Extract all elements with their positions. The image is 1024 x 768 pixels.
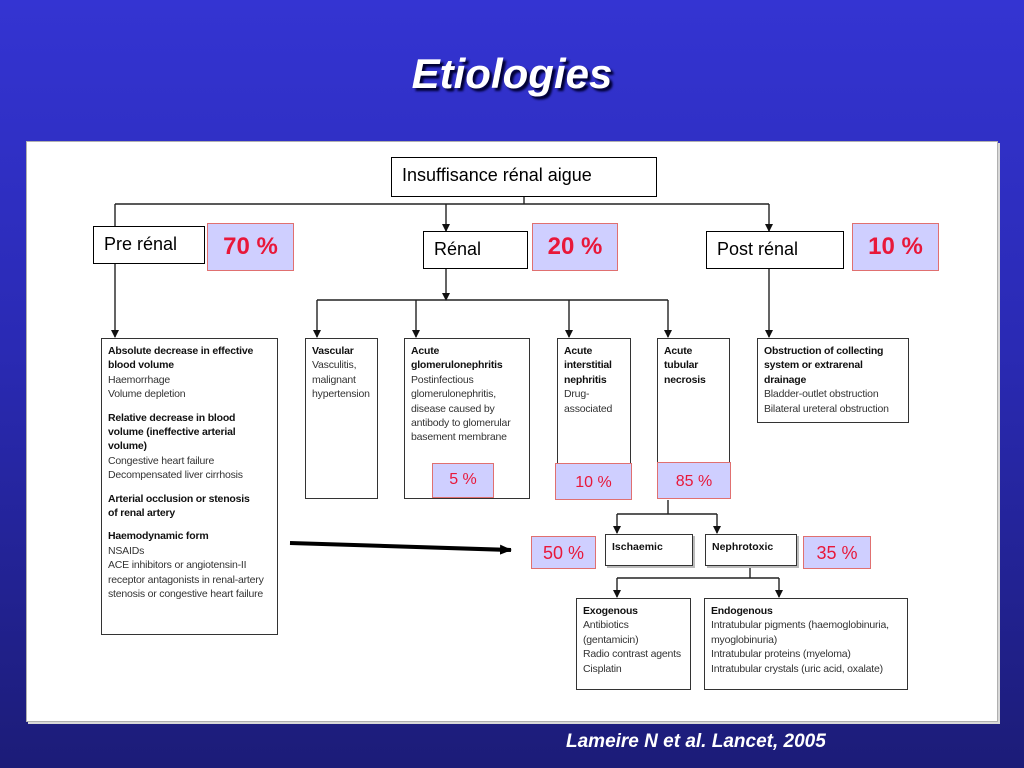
post-renal-causes-box <box>757 338 909 423</box>
pre-section-4 <box>108 529 271 601</box>
ischaemic-percent: 50 % <box>531 536 596 569</box>
pre-section-2-item: Congestive heart failure <box>108 454 215 467</box>
interstitial-item: Drug-associated <box>564 388 613 415</box>
pre-section-2 <box>108 411 271 483</box>
pre-section-4-item: NSAIDs <box>108 544 145 557</box>
nephrotoxic-percent: 35 % <box>803 536 871 569</box>
glomerulonephritis-heading: Acute glomerulonephritis <box>411 345 503 372</box>
pre-section-1-item: Haemorrhage <box>108 373 170 386</box>
slide-title: Etiologies <box>411 50 613 97</box>
glomerulonephritis-item: Postinfectious glomerulonephritis, disease caused by antibody to glomerular basement membrane <box>411 373 511 444</box>
pre-section-2-heading: Relative decrease in blood volume (ineffective arterial volume) <box>108 411 236 453</box>
root-label: Insuffisance rénal aigue <box>402 165 592 185</box>
post-renal-label: Post rénal <box>717 239 799 259</box>
pre-renal-node <box>93 226 205 264</box>
pre-section-2-item: Decompensated liver cirrhosis <box>108 469 243 482</box>
pre-renal-label: Pre rénal <box>104 234 178 254</box>
post-renal-percent: 10 % <box>852 223 939 271</box>
glomerulonephritis-percent: 5 % <box>432 463 494 498</box>
exogenous-item: Antibiotics (gentamicin) <box>583 619 639 646</box>
pre-section-1 <box>108 344 271 402</box>
pre-section-1-item: Volume depletion <box>108 388 186 401</box>
pre-renal-percent: 70 % <box>207 223 294 271</box>
pre-section-3 <box>108 492 271 521</box>
vascular-box <box>305 338 378 499</box>
endogenous-heading: Endogenous <box>711 605 773 617</box>
interstitial-percent: 10 % <box>555 463 632 500</box>
tubular-necrosis-heading: Acute tubular necrosis <box>664 345 706 386</box>
exogenous-heading: Exogenous <box>583 605 638 617</box>
ischaemic-node: Ischaemic <box>605 534 693 566</box>
pre-renal-causes-box <box>101 338 278 635</box>
root-node <box>391 157 657 197</box>
tubular-necrosis-percent: 85 % <box>657 462 731 499</box>
pre-section-4-heading: Haemodynamic form <box>108 530 209 543</box>
pre-section-3-heading: Arterial occlusion or stenosis of renal artery <box>108 492 250 520</box>
endogenous-box <box>704 598 908 690</box>
pre-section-1-heading: Absolute decrease in effective blood volume <box>108 345 254 372</box>
endogenous-item: Intratubular proteins (myeloma) <box>711 648 851 661</box>
renal-label: Rénal <box>434 239 482 259</box>
interstitial-heading: Acute interstitial nephritis <box>564 345 612 386</box>
endogenous-item: Intratubular crystals (uric acid, oxalate) <box>711 662 883 675</box>
citation: Lameire N et al. Lancet, 2005 <box>566 731 826 752</box>
vascular-heading: Vascular <box>312 345 354 357</box>
pre-section-4-item: ACE inhibitors or angiotensin-II receptor antagonists in renal-artery stenosis or congestive heart failure <box>108 559 264 601</box>
exogenous-box <box>576 598 691 690</box>
endogenous-item: Intratubular pigments (haemoglobinuria, myoglobinuria) <box>711 619 889 646</box>
renal-node <box>423 231 528 269</box>
post-renal-node <box>706 231 844 269</box>
nephrotoxic-node: Nephrotoxic <box>705 534 797 566</box>
exogenous-item: Radio contrast agents <box>583 648 681 661</box>
vascular-item: Vasculitis, malignant hypertension <box>312 359 370 401</box>
post-renal-heading: Obstruction of collecting system or extrarenal drainage <box>764 345 884 386</box>
post-renal-item: Bladder-outlet obstruction <box>764 388 879 401</box>
exogenous-item: Cisplatin <box>583 662 622 675</box>
post-renal-item: Bilateral ureteral obstruction <box>764 402 889 415</box>
renal-percent: 20 % <box>532 223 618 271</box>
